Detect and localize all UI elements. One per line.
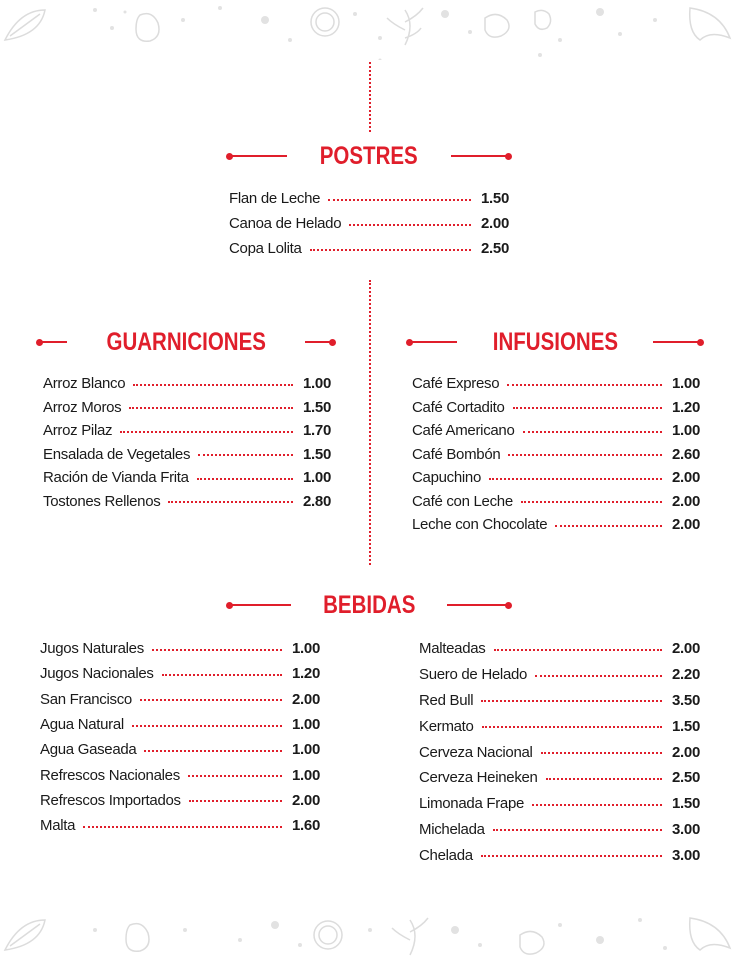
menu-item-price: 1.50 <box>481 190 509 207</box>
menu-item <box>412 372 700 396</box>
menu-item-name: Suero de Helado <box>419 666 528 684</box>
garlic-icon <box>535 10 551 29</box>
heading-rule-left <box>410 341 457 343</box>
menu-item <box>43 490 331 514</box>
menu-item-price: 1.00 <box>303 375 331 393</box>
dot-leader <box>555 525 662 527</box>
menu-item-name: Malta <box>40 817 76 835</box>
menu-item <box>419 636 700 662</box>
menu-item-price: 1.50 <box>672 717 700 735</box>
dot-leader <box>523 431 662 433</box>
menu-item-name: Cerveza Heineken <box>419 769 538 787</box>
menu-list-infusiones <box>412 372 700 537</box>
menu-item <box>412 396 700 420</box>
menu-item <box>412 490 700 514</box>
menu-item <box>419 662 700 688</box>
chili-icon <box>485 14 509 37</box>
dot-leader <box>310 249 471 251</box>
heading-rule-left <box>230 604 291 606</box>
dot-leader <box>481 700 662 702</box>
menu-item-name: Limonada Frape <box>419 795 525 813</box>
menu-item-name: Arroz Moros <box>43 398 122 416</box>
menu-item-price: 2.20 <box>672 666 700 684</box>
dot-leader <box>152 649 282 651</box>
section-title: INFUSIONES <box>492 327 618 356</box>
menu-item-name: Flan de Leche <box>229 190 321 207</box>
heading-rule-right <box>305 341 332 343</box>
section-heading-guarniciones <box>40 327 332 357</box>
dot-leader <box>507 384 662 386</box>
menu-item-name: Café Bombón <box>412 445 501 463</box>
menu-item-name: Refrescos Importados <box>40 791 181 809</box>
menu-item <box>43 419 331 443</box>
menu-item-price: 2.00 <box>481 215 509 232</box>
menu-item-name: Jugos Nacionales <box>40 665 154 683</box>
section-title: POSTRES <box>320 141 418 170</box>
dot-leader <box>120 431 293 433</box>
menu-list-guarniciones <box>43 372 331 513</box>
dot-leader <box>189 800 282 802</box>
herb-icon <box>387 8 423 45</box>
menu-item-price: 1.50 <box>303 398 331 416</box>
section-heading-postres <box>230 141 508 171</box>
menu-item-price: 3.00 <box>672 820 700 838</box>
menu-item-price: 1.00 <box>292 741 320 759</box>
menu-item-price: 2.00 <box>672 743 700 761</box>
menu-item <box>40 712 320 737</box>
menu-item <box>43 396 331 420</box>
menu-list-bebidas-right <box>419 636 700 868</box>
menu-item-price: 2.00 <box>672 640 700 658</box>
menu-item-price: 2.00 <box>672 492 700 510</box>
menu-item <box>43 372 331 396</box>
pepper-icon <box>136 14 159 42</box>
lime-slice-icon <box>311 8 339 36</box>
menu-item <box>419 713 700 739</box>
menu-item <box>419 791 700 817</box>
menu-item <box>40 813 320 838</box>
menu-item-price: 1.50 <box>303 445 331 463</box>
dot-leader <box>489 478 662 480</box>
dot-leader <box>197 478 293 480</box>
menu-item-price: 1.00 <box>292 716 320 734</box>
menu-item-name: Jugos Naturales <box>40 640 144 658</box>
menu-item-name: Capuchino <box>412 469 482 487</box>
dot-leader <box>493 829 662 831</box>
menu-item-name: Ración de Vianda Frita <box>43 469 189 487</box>
dot-leader <box>546 778 662 780</box>
menu-item <box>229 211 509 236</box>
dot-leader <box>521 501 662 503</box>
leaf-icon <box>5 920 45 950</box>
menu-item-price: 1.00 <box>292 640 320 658</box>
menu-item-price: 2.00 <box>292 791 320 809</box>
menu-item <box>40 737 320 762</box>
dot-leader <box>83 826 282 828</box>
dot-leader <box>535 675 662 677</box>
dot-leader <box>541 752 662 754</box>
heading-rule-right <box>447 604 508 606</box>
menu-item <box>412 443 700 467</box>
food-doodle-border-top <box>0 0 740 60</box>
menu-item <box>412 513 700 537</box>
dot-leader <box>140 699 282 701</box>
dot-leader <box>162 674 282 676</box>
menu-item-name: Agua Natural <box>40 716 124 734</box>
menu-item <box>40 661 320 686</box>
section-title: GUARNICIONES <box>106 327 266 356</box>
dot-leader <box>481 855 662 857</box>
shrimp-icon <box>690 8 730 40</box>
dot-leader <box>168 501 293 503</box>
menu-item-name: Canoa de Helado <box>229 215 342 232</box>
menu-item-name: Ensalada de Vegetales <box>43 445 191 463</box>
menu-item <box>412 466 700 490</box>
menu-item <box>229 236 509 261</box>
menu-list-bebidas-left <box>40 636 320 838</box>
menu-item <box>43 443 331 467</box>
menu-item-price: 2.50 <box>481 240 509 257</box>
menu-item <box>229 186 509 211</box>
menu-item-name: Café con Leche <box>412 492 513 510</box>
menu-item-price: 1.00 <box>303 469 331 487</box>
menu-item-name: Refrescos Nacionales <box>40 766 180 784</box>
menu-item-price: 1.00 <box>672 422 700 440</box>
menu-item-name: Cerveza Nacional <box>419 743 533 761</box>
menu-item-price: 1.60 <box>292 817 320 835</box>
menu-item-price: 1.70 <box>303 422 331 440</box>
menu-item-name: Kermato <box>419 717 474 735</box>
menu-item <box>419 842 700 868</box>
menu-item-price: 1.00 <box>292 766 320 784</box>
menu-item-name: Red Bull <box>419 691 474 709</box>
menu-item <box>419 765 700 791</box>
menu-item-price: 2.80 <box>303 492 331 510</box>
menu-item-name: Arroz Blanco <box>43 375 126 393</box>
menu-item <box>412 419 700 443</box>
menu-item-name: Chelada <box>419 846 473 864</box>
menu-item-price: 2.60 <box>672 445 700 463</box>
menu-item-name: San Francisco <box>40 690 132 708</box>
menu-item <box>40 636 320 661</box>
dot-leader <box>494 649 662 651</box>
dot-leader <box>513 407 662 409</box>
shrimp-icon <box>690 918 730 950</box>
menu-item-price: 1.00 <box>672 375 700 393</box>
heading-rule-right <box>451 155 508 157</box>
dot-leader <box>198 454 293 456</box>
menu-item-name: Arroz Pilaz <box>43 422 113 440</box>
heading-rule-right <box>653 341 700 343</box>
menu-item <box>40 788 320 813</box>
heading-rule-left <box>40 341 67 343</box>
menu-item-name: Malteadas <box>419 640 486 658</box>
section-heading-bebidas <box>230 590 508 620</box>
herb-icon <box>392 918 428 955</box>
menu-item-price: 1.20 <box>292 665 320 683</box>
divider-middle <box>369 280 371 565</box>
pepper-icon <box>126 924 149 952</box>
menu-item-name: Café Americano <box>412 422 515 440</box>
menu-item-name: Leche con Chocolate <box>412 516 548 534</box>
food-doodle-border-bottom <box>0 900 740 960</box>
menu-item-price: 2.00 <box>672 516 700 534</box>
menu-item-price: 3.00 <box>672 846 700 864</box>
section-title: BEBIDAS <box>322 590 416 619</box>
dot-leader <box>144 750 282 752</box>
chili-icon <box>520 931 544 954</box>
menu-item-name: Agua Gaseada <box>40 741 137 759</box>
dot-leader <box>532 804 662 806</box>
lime-slice-icon <box>314 921 342 949</box>
menu-item-price: 2.50 <box>672 769 700 787</box>
divider-top <box>369 62 371 132</box>
menu-item-price: 2.00 <box>292 690 320 708</box>
dot-leader <box>508 454 662 456</box>
menu-item-price: 1.50 <box>672 795 700 813</box>
menu-item <box>419 739 700 765</box>
menu-item <box>40 762 320 787</box>
menu-item-name: Copa Lolita <box>229 240 302 257</box>
dot-leader <box>129 407 293 409</box>
dot-leader <box>328 199 471 201</box>
dot-leader <box>133 384 293 386</box>
heading-rule-left <box>230 155 287 157</box>
menu-item-name: Café Cortadito <box>412 398 505 416</box>
dot-leader <box>188 775 282 777</box>
menu-item-price: 1.20 <box>672 398 700 416</box>
dot-leader <box>482 726 662 728</box>
menu-item <box>419 688 700 714</box>
leaf-icon <box>5 10 45 40</box>
menu-item <box>419 817 700 843</box>
dot-leader <box>132 725 282 727</box>
menu-item <box>40 687 320 712</box>
menu-item-name: Café Expreso <box>412 375 500 393</box>
menu-list-postres <box>229 186 509 261</box>
menu-item-name: Michelada <box>419 820 485 838</box>
menu-item-price: 3.50 <box>672 691 700 709</box>
menu-item-name: Tostones Rellenos <box>43 492 161 510</box>
menu-item <box>43 466 331 490</box>
section-heading-infusiones <box>410 327 700 357</box>
menu-item-price: 2.00 <box>672 469 700 487</box>
dot-leader <box>349 224 471 226</box>
